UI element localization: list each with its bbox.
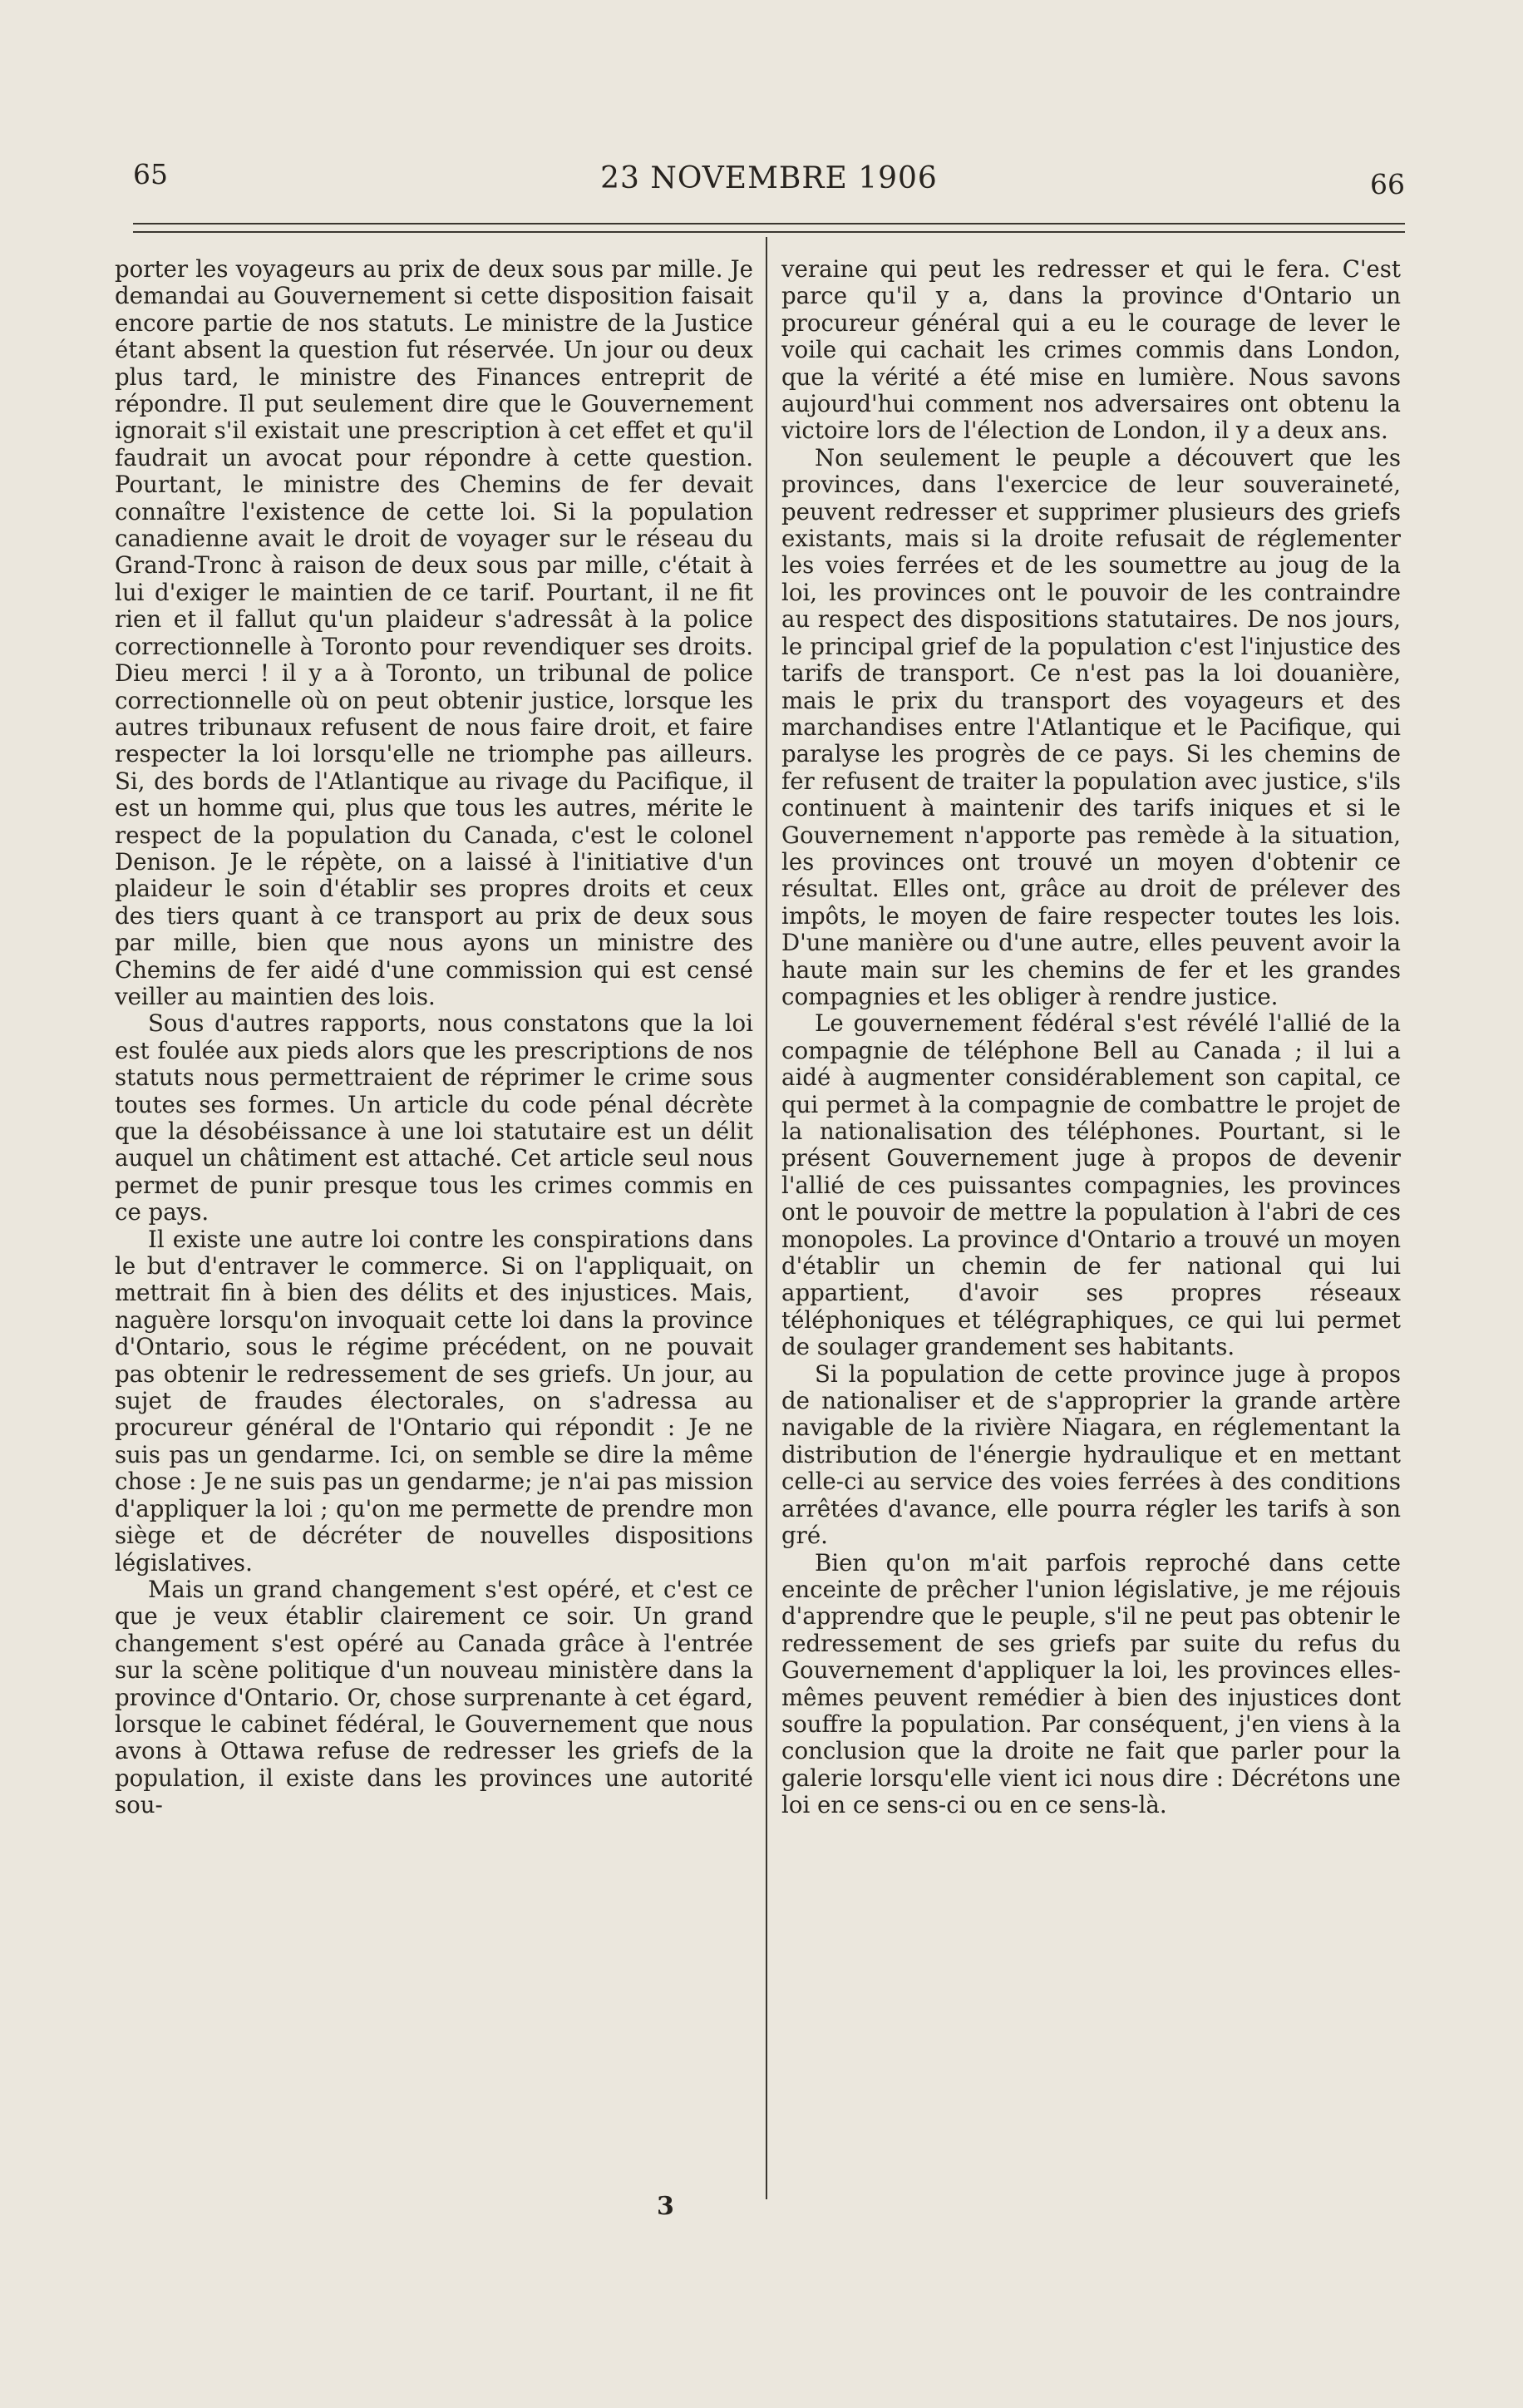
- page-date-title: 23 NOVEMBRE 1906: [600, 161, 938, 195]
- header-rule-top: [133, 223, 1405, 225]
- paragraph: Non seulement le peuple a découvert que les provinces, dans l'exercice de leur souveraineté, peuvent redresser et supprimer plusieurs des griefs existants, mais si la droite refusait de réglementer les voies ferrées et de les soumettre au joug de la loi, les provinces ont le pouvoir de les contraindre au respect des dispositions statutaires. De nos jours, le principal grief de la population c'est l'injustice des tarifs de transport. Ce n'est pas la loi douanière, mais le prix du transport des voyageurs et des marchandises entre l'Atlantique et le Pacifique, qui paralyse les progrès de ce pays. Si les chemins de fer refusent de traiter la population avec justice, s'ils continuent à maintenir des tarifs iniques et si le Gouvernement n'apporte pas remède à la situation, les provinces ont trouvé un moyen d'obtenir ce résultat. Elles ont, grâce au droit de prélever des impôts, le moyen de faire respecter toutes les lois. D'une manière ou d'une autre, elles peuvent avoir la haute main sur les chemins de fer et les grandes compagnies et les obliger à rendre justice.: [781, 443, 1401, 1010]
- paragraph: Sous d'autres rapports, nous constatons que la loi est foulée aux pieds alors que les prescriptions de nos statuts nous permettraient de réprimer le crime sous toutes ses formes. Un article du code pénal décrète que la désobéissance à une loi statutaire est un délit auquel un châtiment est attaché. Cet article seul nous permet de punir presque tous les crimes commis en ce pays.: [115, 1009, 753, 1226]
- page-number-left: 65: [133, 158, 168, 190]
- paragraph: Si la population de cette province juge à propos de nationaliser et de s'approprier la grande artère navigable de la rivière Niagara, en réglementant la distribution de l'énergie hydraulique et en mettant celle-ci au service des voies ferrées à des conditions arrêtées d'avance, elle pourra régler les tarifs à son gré.: [781, 1359, 1401, 1550]
- page-header: [133, 158, 1405, 208]
- folio-number: 3: [657, 2192, 674, 2221]
- paragraph: veraine qui peut les redresser et qui le fera. C'est parce qu'il y a, dans la province d'Ontario un procureur général qui a eu le courage de lever le voile qui cachait les crimes commis dans London, que la vérité a été mise en lumière. Nous savons aujourd'hui comment nos adversaires ont obtenu la victoire lors de l'élection de London, il y a deux ans.: [781, 255, 1401, 445]
- paragraph: Il existe une autre loi contre les conspirations dans le but d'entraver le commerce. Si on l'appliquait, on mettrait fin à bien des délits et des injustices. Mais, naguère lorsqu'on invoquait cette loi dans la province d'Ontario, sous le régime précédent, on ne pouvait pas obtenir le redressement de ses griefs. Un jour, au sujet de fraudes électorales, on s'adressa au procureur général de l'Ontario qui répondit : Je ne suis pas un gendarme. Ici, on semble se dire la même chose : Je ne suis pas un gendarme; je n'ai pas mission d'appliquer la loi ; qu'on me permette de prendre mon siège et de décréter de nouvelles dispositions législatives.: [115, 1225, 753, 1577]
- page-number-right: 66: [1370, 168, 1405, 200]
- paragraph: porter les voyageurs au prix de deux sous par mille. Je demandai au Gouvernement si cette disposition faisait encore partie de nos statuts. Le ministre de la Justice étant absent la question fut réservée. Un jour ou deux plus tard, le ministre des Finances entreprit de répondre. Il put seulement dire que le Gouvernement ignorait s'il existait une prescription à cet effet et qu'il faudrait un avocat pour répondre à cette question. Pourtant, le ministre des Chemins de fer devait connaître l'existence de cette loi. Si la population canadienne avait le droit de voyager sur le réseau du Grand-Tronc à raison de deux sous par mille, c'était à lui d'exiger le maintien de ce tarif. Pourtant, il ne fit rien et il fallut qu'un plaideur s'adressât à la police correctionnelle à Toronto pour revendiquer ses droits. Dieu merci ! il y a à Toronto, un tribunal de police correctionnelle où on peut obtenir justice, lorsque les autres tribunaux refusent de nous faire droit, et faire respecter la loi lorsqu'elle ne triomphe pas ailleurs. Si, des bords de l'Atlantique au rivage du Pacifique, il est un homme qui, plus que tous les autres, mérite le respect de la population du Canada, c'est le colonel Denison. Je le répète, on a laissé à l'initiative d'un plaideur le soin d'établir ses propres droits et ceux des tiers quant à ce transport au prix de deux sous par mille, bien que nous ayons un ministre des Chemins de fer aidé d'une commission qui est censé veiller au maintien des lois.: [115, 255, 753, 1010]
- right-column: [781, 256, 1401, 1819]
- paragraph: Bien qu'on m'ait parfois reproché dans cette enceinte de prêcher l'union législative, je me réjouis d'apprendre que le peuple, s'il ne peut pas obtenir le redressement de ses griefs par suite du refus du Gouvernement d'appliquer la loi, les provinces elles-mêmes peuvent remédier à bien des injustices dont souffre la population. Par conséquent, j'en viens à la conclusion que la droite ne fait que parler pour la galerie lorsqu'elle vient ici nous dire : Décrétons une loi en ce sens-ci ou en ce sens-là.: [781, 1548, 1401, 1819]
- paragraph: Le gouvernement fédéral s'est révélé l'allié de la compagnie de téléphone Bell au Canada ; il lui a aidé à augmenter considérablement son capital, ce qui permet à la compagnie de combattre le projet de la nationalisation des téléphones. Pourtant, si le présent Gouvernement juge à propos de devenir l'allié de ces puissantes compagnies, les provinces ont le pouvoir de mettre la population à l'abri de ces monopoles. La province d'Ontario a trouvé un moyen d'établir un chemin de fer national qui lui appartient, d'avoir ses propres réseaux téléphoniques et télégraphiques, ce qui lui permet de soulager grandement ses habitants.: [781, 1009, 1401, 1361]
- header-rule-bottom: [133, 231, 1405, 233]
- column-divider: [766, 237, 767, 2199]
- left-column: [115, 256, 753, 1819]
- paragraph: Mais un grand changement s'est opéré, et c'est ce que je veux établir clairement ce soir. Un grand changement s'est opéré au Canada grâce à l'entrée sur la scène politique d'un nouveau ministère dans la province d'Ontario. Or, chose surprenante à cet égard, lorsque le cabinet fédéral, le Gouvernement que nous avons à Ottawa refuse de redresser les griefs de la population, il existe dans les provinces une autorité sou-: [115, 1575, 753, 1819]
